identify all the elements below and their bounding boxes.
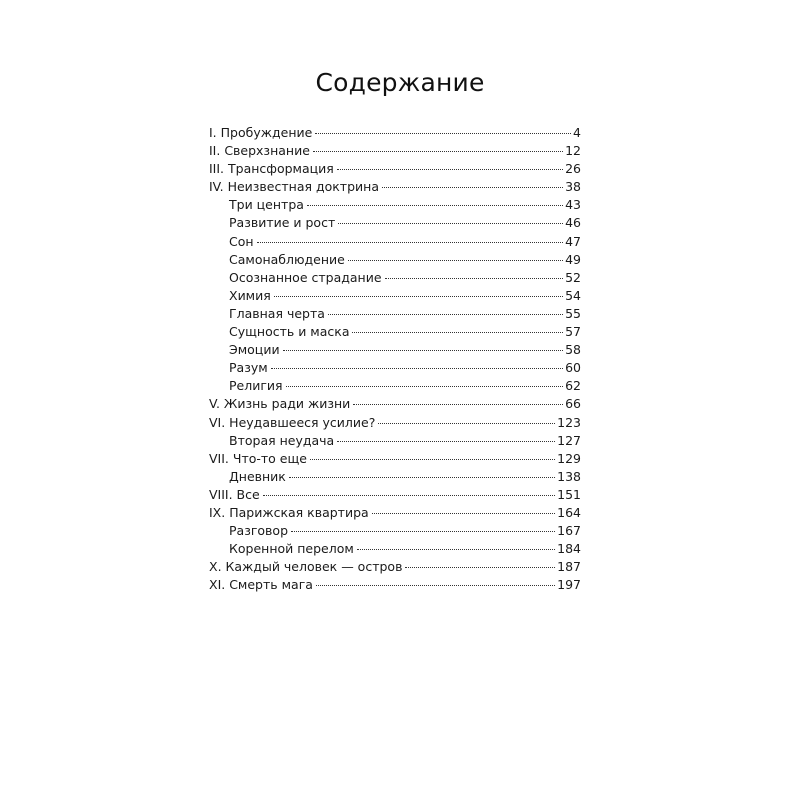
toc-entry-label: Религия — [229, 378, 283, 394]
dot-leader — [385, 278, 564, 279]
dot-leader — [257, 242, 564, 243]
toc-subentry — [209, 305, 581, 323]
toc-entry — [209, 486, 581, 504]
toc-entry — [209, 558, 581, 576]
toc-page-number: 184 — [557, 541, 581, 557]
toc-page-number: 4 — [573, 125, 581, 140]
toc-entry-label: Сон — [229, 233, 254, 249]
toc-entry — [209, 142, 581, 160]
toc-page-number: 167 — [557, 523, 581, 539]
page-title: Содержание — [315, 68, 485, 97]
dot-leader — [382, 187, 563, 188]
dot-leader — [289, 477, 555, 478]
toc-entry-label: Три центра — [229, 197, 304, 213]
toc-entry — [209, 414, 581, 432]
toc-entry-label: Эмоции — [229, 342, 280, 358]
toc-entry — [209, 160, 581, 178]
toc-page-number: 47 — [565, 233, 581, 249]
toc-entry-label: II. Сверхзнание — [209, 143, 310, 159]
toc-entry-label: IV. Неизвестная доктрина — [209, 179, 379, 195]
toc-entry-label: VI. Неудавшееся усилие? — [209, 414, 376, 430]
toc-page-number: 66 — [565, 396, 581, 412]
toc-entry-label: V. Жизнь ради жизни — [209, 396, 351, 412]
toc-page-number: 46 — [565, 215, 581, 231]
toc-page-number: 127 — [557, 432, 581, 448]
toc-entry-label: III. Трансформация — [209, 161, 334, 177]
toc-page-number: 38 — [565, 179, 581, 195]
dot-leader — [337, 441, 555, 442]
dot-leader — [337, 169, 563, 170]
dot-leader — [338, 223, 563, 224]
dot-leader — [348, 260, 563, 261]
toc-page-number: 52 — [565, 269, 581, 285]
toc-entry-label: Самонаблюдение — [229, 251, 345, 267]
dot-leader — [372, 513, 555, 514]
toc-subentry — [209, 269, 581, 287]
toc-entry-label: I. Пробуждение — [209, 125, 313, 140]
toc-page-number: 129 — [557, 450, 581, 466]
dot-leader — [283, 350, 564, 351]
dot-leader — [352, 332, 563, 333]
dot-leader — [263, 495, 555, 496]
toc-subentry — [209, 251, 581, 269]
dot-leader — [274, 296, 563, 297]
dot-leader — [405, 567, 555, 568]
toc-page-number: 62 — [565, 378, 581, 394]
toc-entry-label: VIII. Все — [209, 486, 260, 502]
dot-leader — [328, 314, 563, 315]
dot-leader — [316, 585, 555, 586]
toc-entry — [209, 576, 581, 594]
toc-entry-label: Разговор — [229, 523, 289, 539]
toc-page-number: 43 — [565, 197, 581, 213]
toc-entry-label: Коренной перелом — [229, 541, 354, 557]
dot-leader — [310, 459, 555, 460]
toc-entry — [209, 395, 581, 413]
dot-leader — [286, 386, 564, 387]
dot-leader — [313, 151, 563, 152]
toc-page-number: 26 — [565, 161, 581, 177]
toc-entry-label: XI. Смерть мага — [209, 577, 313, 593]
toc-entry-label: Химия — [229, 287, 271, 303]
toc-entry — [209, 504, 581, 522]
toc-subentry — [209, 468, 581, 486]
toc-page-number: 138 — [557, 468, 581, 484]
toc-page-number: 164 — [557, 504, 581, 520]
dot-leader — [271, 368, 563, 369]
toc-page-number: 60 — [565, 360, 581, 376]
toc-entry-label: Дневник — [229, 468, 286, 484]
toc-entry-label: VII. Что-то еще — [209, 450, 307, 466]
toc-page-number: 197 — [557, 577, 581, 593]
toc-page-number: 57 — [565, 324, 581, 340]
table-of-contents — [209, 124, 581, 594]
toc-entry — [209, 124, 581, 142]
toc-page-number: 55 — [565, 305, 581, 321]
toc-subentry — [209, 522, 581, 540]
dot-leader — [357, 549, 555, 550]
toc-subentry — [209, 214, 581, 232]
toc-subentry — [209, 377, 581, 395]
dot-leader — [315, 133, 571, 134]
toc-page-number: 187 — [557, 559, 581, 575]
toc-subentry — [209, 341, 581, 359]
toc-page-number: 123 — [557, 414, 581, 430]
toc-entry-label: Осознанное страдание — [229, 269, 382, 285]
toc-entry-label: X. Каждый человек — остров — [209, 559, 403, 575]
dot-leader — [307, 205, 563, 206]
toc-subentry — [209, 323, 581, 341]
toc-entry-label: Разум — [229, 360, 268, 376]
toc-page-number: 49 — [565, 251, 581, 267]
toc-entry-label: Главная черта — [229, 305, 325, 321]
dot-leader — [291, 531, 555, 532]
toc-subentry — [209, 540, 581, 558]
toc-subentry — [209, 233, 581, 251]
dot-leader — [353, 404, 563, 405]
toc-entry-label: Вторая неудача — [229, 432, 335, 448]
toc-entry-label: Сущность и маска — [229, 324, 350, 340]
toc-subentry — [209, 359, 581, 377]
toc-entry-label: IX. Парижская квартира — [209, 504, 369, 520]
toc-page-number: 12 — [565, 143, 581, 159]
toc-entry — [209, 450, 581, 468]
toc-page-number: 151 — [557, 486, 581, 502]
toc-subentry — [209, 287, 581, 305]
toc-page-number: 54 — [565, 287, 581, 303]
toc-subentry — [209, 432, 581, 450]
toc-entry — [209, 178, 581, 196]
toc-entry-label: Развитие и рост — [229, 215, 336, 231]
toc-page-number: 58 — [565, 342, 581, 358]
toc-subentry — [209, 196, 581, 214]
dot-leader — [378, 423, 555, 424]
